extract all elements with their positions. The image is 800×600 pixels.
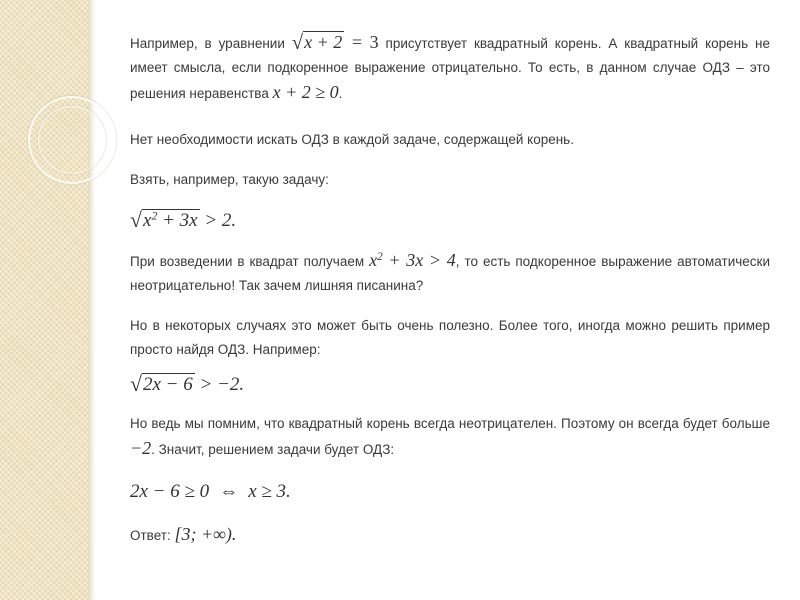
paragraph-example-intro bbox=[130, 30, 770, 106]
display-math-task-2 bbox=[130, 370, 244, 399]
math-rhs: = 3 bbox=[344, 32, 379, 52]
math-right: x ≥ 3. bbox=[248, 481, 291, 502]
text-run: присутствует квадратный корень. А квадратный корень не имеет смысла, если подкоренное выражение отрицательно. То есть, в данном случае ОДЗ – это решения неравенства bbox=[130, 36, 770, 101]
answer-interval: [3; +∞). bbox=[174, 524, 237, 544]
math-rhs: > −2. bbox=[194, 374, 245, 395]
math-rest: + 3x > 4 bbox=[382, 250, 456, 270]
radicand: x + 2 bbox=[304, 32, 343, 52]
paragraph-squaring bbox=[130, 248, 770, 298]
equivalence-arrow: ⇔ bbox=[219, 481, 239, 502]
paragraph-no-need: Нет необходимости искать ОДЗ в каждой задаче, содержащей корень. bbox=[130, 132, 574, 147]
exponent: 2 bbox=[151, 209, 158, 223]
math-equation-sqrt bbox=[292, 32, 379, 52]
paragraph-sometimes-useful: Но в некоторых случаях это может быть очень полезно. Более того, иногда можно решить пример просто найдя ОДЗ. Например: bbox=[130, 318, 770, 357]
exponent: 2 bbox=[377, 250, 383, 263]
math-rhs: > 2. bbox=[199, 210, 237, 231]
text-run: . Значит, решением задачи будет ОДЗ: bbox=[151, 442, 395, 457]
radicand: 2x − 6 bbox=[143, 374, 193, 395]
sqrt-symbol: √2x − 6 bbox=[130, 372, 193, 396]
math-inline-number: −2 bbox=[130, 438, 152, 458]
paragraph-sqrt-nonnegative bbox=[130, 412, 770, 462]
decorative-circle-inner bbox=[38, 106, 106, 174]
text-run: Но ведь мы помним, что квадратный корень всегда неотрицателен. Поэтому он всегда будет больше bbox=[130, 416, 770, 431]
math-inequality: x + 2 ≥ 0 bbox=[272, 82, 339, 102]
paragraph-answer bbox=[130, 522, 236, 548]
side-band-shadow bbox=[88, 0, 95, 600]
radicand-rest: + 3x bbox=[157, 210, 198, 231]
sqrt-symbol: $√x^2 + 3x$ bbox=[130, 208, 198, 232]
text-run: Например, в уравнении bbox=[130, 36, 292, 51]
text-run: При возведении в квадрат получаем bbox=[130, 254, 370, 269]
text-run: , то есть подкоренное выражение автоматически неотрицательно! Так зачем лишняя писанина? bbox=[130, 254, 770, 293]
math-inline-squared bbox=[369, 250, 456, 270]
math-base: x bbox=[369, 250, 378, 270]
text-run: . bbox=[338, 86, 343, 101]
sqrt-symbol: √x + 2 bbox=[291, 32, 343, 54]
display-math-task-1 bbox=[130, 206, 236, 235]
paragraph-take-task: Взять, например, такую задачу: bbox=[130, 172, 329, 187]
answer-label: Ответ: bbox=[130, 528, 175, 543]
display-math-solution bbox=[130, 478, 291, 506]
decorative-side-band bbox=[0, 0, 88, 600]
radicand-base: x bbox=[143, 210, 152, 231]
math-left: 2x − 6 ≥ 0 bbox=[130, 481, 210, 502]
